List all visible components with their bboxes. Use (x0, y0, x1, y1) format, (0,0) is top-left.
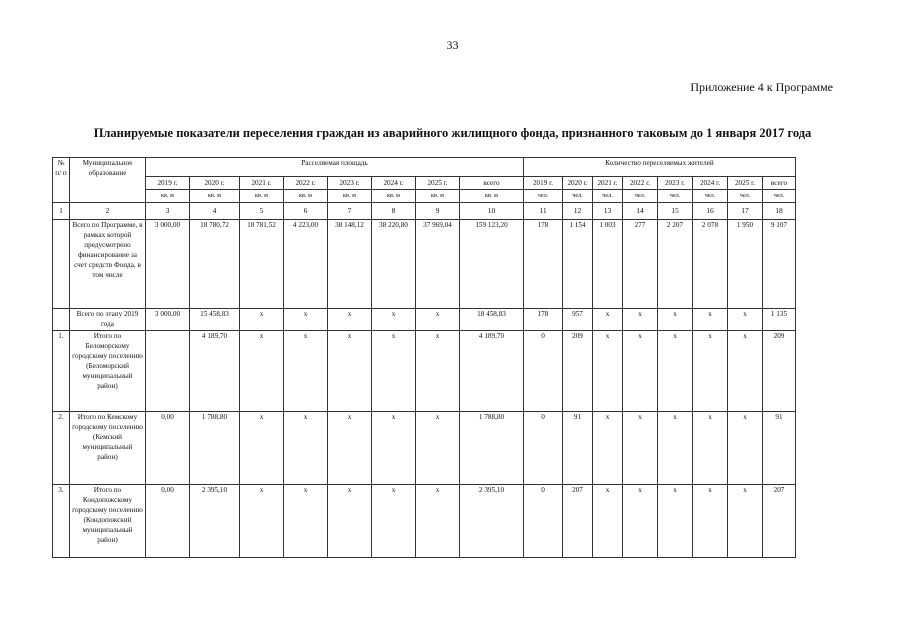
column-number: 4 (190, 203, 240, 220)
people-value: х (623, 309, 658, 331)
area-value: 18 781,52 (240, 220, 284, 309)
area-value: х (372, 309, 416, 331)
people-value: х (623, 485, 658, 558)
area-value: 2 395,10 (460, 485, 524, 558)
area-value: х (416, 309, 460, 331)
people-value: 207 (763, 485, 796, 558)
header-area-group: Расселяемая площадь (146, 158, 524, 177)
people-value: х (728, 309, 763, 331)
people-value: х (593, 331, 623, 412)
row-number: 2. (53, 412, 70, 485)
column-number: 1 (53, 203, 70, 220)
row-number: 3. (53, 485, 70, 558)
header-row-column-numbers (53, 203, 796, 220)
area-year-header: 2020 г. (190, 177, 240, 190)
people-value: 2 078 (693, 220, 728, 309)
people-value: х (593, 309, 623, 331)
area-value: 15 458,83 (190, 309, 240, 331)
area-value: х (240, 485, 284, 558)
people-value: х (728, 412, 763, 485)
people-value: х (728, 331, 763, 412)
table-row (53, 331, 796, 412)
document-title: Планируемые показатели переселения граждан из аварийного жилищного фонда, признанного таковым до 1 января 2017 года (93, 126, 812, 140)
row-number (53, 309, 70, 331)
area-value: 0,00 (146, 485, 190, 558)
column-number: 6 (284, 203, 328, 220)
row-number: 1. (53, 331, 70, 412)
people-value: х (593, 412, 623, 485)
people-value: х (658, 331, 693, 412)
municipality-name: Всего по этапу 2019 года (70, 309, 146, 331)
table-row (53, 485, 796, 558)
table-row (53, 309, 796, 331)
area-value: х (284, 485, 328, 558)
area-value: 4 189,70 (460, 331, 524, 412)
people-value: х (693, 412, 728, 485)
area-value: х (372, 331, 416, 412)
area-year-header: 2019 г. (146, 177, 190, 190)
people-value: х (728, 485, 763, 558)
people-value: х (623, 412, 658, 485)
people-unit-cell: чел. (563, 190, 593, 203)
people-value: х (693, 309, 728, 331)
area-value: х (284, 309, 328, 331)
people-year-header: всего (763, 177, 796, 190)
area-value: х (372, 485, 416, 558)
people-value: х (658, 309, 693, 331)
people-unit-cell: чел. (524, 190, 563, 203)
column-number: 10 (460, 203, 524, 220)
header-row-groups (53, 158, 796, 177)
people-value: х (623, 331, 658, 412)
area-value: х (240, 412, 284, 485)
column-number: 13 (593, 203, 623, 220)
column-number: 17 (728, 203, 763, 220)
row-number (53, 220, 70, 309)
municipality-name: Итого по Беломорскому городскому поселению (Беломорский муниципальный район) (70, 331, 146, 412)
area-unit-cell: кв. м (240, 190, 284, 203)
area-value: х (284, 412, 328, 485)
people-value: 1 950 (728, 220, 763, 309)
area-value: 1 788,80 (190, 412, 240, 485)
people-value: 91 (763, 412, 796, 485)
area-value: 38 148,12 (328, 220, 372, 309)
area-unit-cell: кв. м (284, 190, 328, 203)
municipality-name: Всего по Программе, в рамках которой предусмотрено финансирование за счет средств Фонда, в том числе (70, 220, 146, 309)
people-value: 91 (563, 412, 593, 485)
header-people-group: Количество переселяемых жителей (524, 158, 796, 177)
area-year-header: 2025 г. (416, 177, 460, 190)
municipality-name: Итого по Кемскому городскому поселению (Кемский муниципальный район) (70, 412, 146, 485)
people-value: 2 207 (658, 220, 693, 309)
people-value: 209 (763, 331, 796, 412)
people-unit-cell: чел. (763, 190, 796, 203)
appendix-label: Приложение 4 к Программе (690, 80, 833, 94)
area-unit-cell: кв. м (460, 190, 524, 203)
column-number: 14 (623, 203, 658, 220)
people-value: 178 (524, 220, 563, 309)
area-value: 18 458,83 (460, 309, 524, 331)
area-unit-cell: кв. м (146, 190, 190, 203)
people-value: 0 (524, 485, 563, 558)
area-value: х (372, 412, 416, 485)
people-value: 209 (563, 331, 593, 412)
people-value: 1 003 (593, 220, 623, 309)
header-num: № п/ п (53, 158, 70, 203)
table-row (53, 220, 796, 309)
header-row-years (53, 177, 796, 190)
area-year-header: 2023 г. (328, 177, 372, 190)
area-unit-cell: кв. м (328, 190, 372, 203)
header-row-units (53, 190, 796, 203)
table-row (53, 412, 796, 485)
area-value: 1 788,80 (460, 412, 524, 485)
column-number: 9 (416, 203, 460, 220)
people-unit-cell: чел. (658, 190, 693, 203)
people-year-header: 2021 г. (593, 177, 623, 190)
area-value: х (328, 485, 372, 558)
area-year-header: всего (460, 177, 524, 190)
area-year-header: 2022 г. (284, 177, 328, 190)
people-value: 277 (623, 220, 658, 309)
people-value: 178 (524, 309, 563, 331)
people-value: 957 (563, 309, 593, 331)
area-value: х (416, 412, 460, 485)
area-value: 3 000,00 (146, 309, 190, 331)
area-value: х (328, 331, 372, 412)
column-number: 8 (372, 203, 416, 220)
column-number: 15 (658, 203, 693, 220)
area-value: 3 000,00 (146, 220, 190, 309)
area-value: 4 189,70 (190, 331, 240, 412)
people-value: х (693, 331, 728, 412)
people-value: 1 135 (763, 309, 796, 331)
people-year-header: 2020 г. (563, 177, 593, 190)
people-value: х (593, 485, 623, 558)
people-year-header: 2019 г. (524, 177, 563, 190)
area-year-header: 2021 г. (240, 177, 284, 190)
people-year-header: 2025 г. (728, 177, 763, 190)
area-value (146, 331, 190, 412)
people-unit-cell: чел. (593, 190, 623, 203)
area-unit-cell: кв. м (416, 190, 460, 203)
municipality-name: Итого по Кондопожскому городскому поселению (Кондопожский муниципальный район) (70, 485, 146, 558)
people-unit-cell: чел. (693, 190, 728, 203)
header-municipality: Муниципальное образование (70, 158, 146, 203)
area-value: х (284, 331, 328, 412)
people-unit-cell: чел. (728, 190, 763, 203)
area-unit-cell: кв. м (190, 190, 240, 203)
column-number: 7 (328, 203, 372, 220)
area-value: 37 969,04 (416, 220, 460, 309)
area-value: 2 395,10 (190, 485, 240, 558)
area-value: х (240, 309, 284, 331)
area-year-header: 2024 г. (372, 177, 416, 190)
people-year-header: 2022 г. (623, 177, 658, 190)
people-year-header: 2023 г. (658, 177, 693, 190)
area-unit-cell: кв. м (372, 190, 416, 203)
area-value: 159 123,20 (460, 220, 524, 309)
area-value: х (328, 309, 372, 331)
column-number: 3 (146, 203, 190, 220)
area-value: 38 220,80 (372, 220, 416, 309)
area-value: х (240, 331, 284, 412)
column-number: 12 (563, 203, 593, 220)
people-value: х (693, 485, 728, 558)
area-value: 18 780,72 (190, 220, 240, 309)
column-number: 2 (70, 203, 146, 220)
page-number: 33 (446, 38, 459, 52)
column-number: 11 (524, 203, 563, 220)
people-value: 1 154 (563, 220, 593, 309)
people-value: 9 107 (763, 220, 796, 309)
area-value: 0,00 (146, 412, 190, 485)
column-number: 5 (240, 203, 284, 220)
people-unit-cell: чел. (623, 190, 658, 203)
area-value: х (416, 485, 460, 558)
people-value: х (658, 485, 693, 558)
people-value: х (658, 412, 693, 485)
area-value: х (328, 412, 372, 485)
area-value: х (416, 331, 460, 412)
resettlement-table (52, 157, 796, 558)
people-value: 0 (524, 331, 563, 412)
column-number: 18 (763, 203, 796, 220)
people-value: 207 (563, 485, 593, 558)
people-value: 0 (524, 412, 563, 485)
people-year-header: 2024 г. (693, 177, 728, 190)
column-number: 16 (693, 203, 728, 220)
area-value: 4 223,00 (284, 220, 328, 309)
